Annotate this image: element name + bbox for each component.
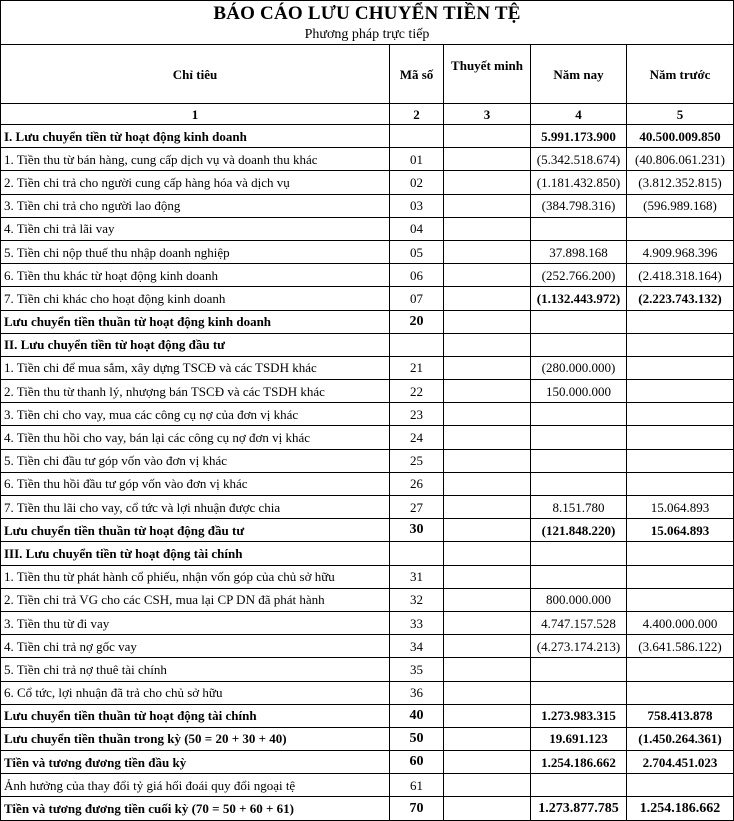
- row-label: 1. Tiền thu từ phát hành cổ phiếu, nhận vốn góp của chủ sở hữu: [1, 565, 390, 588]
- row-note: [444, 171, 531, 194]
- row-current-value: 5.991.173.900: [531, 125, 627, 148]
- row-previous-value: [627, 217, 734, 240]
- table-row: [1, 472, 734, 495]
- header-row: [1, 45, 734, 104]
- row-previous-value: [627, 565, 734, 588]
- row-current-value: (1.181.432.850): [531, 171, 627, 194]
- row-note: [444, 635, 531, 658]
- table-row: [1, 125, 734, 148]
- row-current-value: 8.151.780: [531, 496, 627, 519]
- table-row: [1, 774, 734, 797]
- row-current-value: [531, 542, 627, 565]
- row-code: 61: [390, 774, 444, 797]
- row-current-value: 19.691.123: [531, 727, 627, 750]
- row-note: [444, 240, 531, 263]
- row-label: 1. Tiền chi để mua sắm, xây dựng TSCĐ và các TSDH khác: [1, 356, 390, 379]
- row-note: [444, 588, 531, 611]
- column-number: 3: [444, 104, 531, 125]
- row-previous-value: [627, 588, 734, 611]
- row-code: 50: [390, 727, 444, 750]
- column-number: 5: [627, 104, 734, 125]
- row-label: 2. Tiền thu từ thanh lý, nhượng bán TSCĐ và các TSDH khác: [1, 380, 390, 403]
- row-note: [444, 751, 531, 774]
- row-note: [444, 681, 531, 704]
- row-code: 26: [390, 472, 444, 495]
- table-row: [1, 403, 734, 426]
- row-label: Lưu chuyển tiền thuần từ hoạt động kinh doanh: [1, 310, 390, 333]
- table-row: [1, 194, 734, 217]
- row-note: [444, 380, 531, 403]
- row-code: 33: [390, 611, 444, 634]
- row-previous-value: [627, 356, 734, 379]
- table-row: [1, 264, 734, 287]
- row-previous-value: [627, 681, 734, 704]
- table-row: [1, 496, 734, 519]
- row-label: 7. Tiền thu lãi cho vay, cổ tức và lợi nhuận được chia: [1, 496, 390, 519]
- row-label: 5. Tiền chi đầu tư góp vốn vào đơn vị khác: [1, 449, 390, 472]
- row-previous-value: 758.413.878: [627, 704, 734, 727]
- row-note: [444, 797, 531, 820]
- row-previous-value: (2.418.318.164): [627, 264, 734, 287]
- row-note: [444, 403, 531, 426]
- row-code: 04: [390, 217, 444, 240]
- row-label: Tiền và tương đương tiền đầu kỳ: [1, 751, 390, 774]
- row-code: 34: [390, 635, 444, 658]
- row-current-value: [531, 426, 627, 449]
- row-note: [444, 611, 531, 634]
- row-current-value: 37.898.168: [531, 240, 627, 263]
- row-code: 70: [390, 797, 444, 820]
- table-row: [1, 426, 734, 449]
- row-current-value: [531, 403, 627, 426]
- table-row: [1, 287, 734, 310]
- row-previous-value: [627, 542, 734, 565]
- row-previous-value: [627, 333, 734, 356]
- row-previous-value: 15.064.893: [627, 519, 734, 542]
- row-label: Lưu chuyển tiền thuần từ hoạt động tài chính: [1, 704, 390, 727]
- row-previous-value: (40.806.061.231): [627, 148, 734, 171]
- table-row: [1, 635, 734, 658]
- row-current-value: (121.848.220): [531, 519, 627, 542]
- header-indicator: Chỉ tiêu: [1, 45, 390, 104]
- row-label: 3. Tiền thu từ đi vay: [1, 611, 390, 634]
- row-note: [444, 148, 531, 171]
- table-row: [1, 727, 734, 750]
- row-note: [444, 704, 531, 727]
- row-current-value: [531, 310, 627, 333]
- row-note: [444, 774, 531, 797]
- row-code: 22: [390, 380, 444, 403]
- row-code: 30: [390, 519, 444, 542]
- row-label: 4. Tiền chi trả nợ gốc vay: [1, 635, 390, 658]
- row-code: [390, 542, 444, 565]
- row-label: 4. Tiền chi trả lãi vay: [1, 217, 390, 240]
- row-code: 05: [390, 240, 444, 263]
- row-current-value: 4.747.157.528: [531, 611, 627, 634]
- row-code: 06: [390, 264, 444, 287]
- row-code: 07: [390, 287, 444, 310]
- row-label: 4. Tiền thu hồi cho vay, bán lại các công cụ nợ đơn vị khác: [1, 426, 390, 449]
- row-label: 6. Cổ tức, lợi nhuận đã trả cho chủ sở hữu: [1, 681, 390, 704]
- row-label: III. Lưu chuyển tiền từ hoạt động tài chính: [1, 542, 390, 565]
- row-label: Ảnh hưởng của thay đổi tỷ giá hối đoái quy đổi ngoại tệ: [1, 774, 390, 797]
- table-row: [1, 611, 734, 634]
- row-label: Lưu chuyển tiền thuần trong kỳ (50 = 20 + 30 + 40): [1, 727, 390, 750]
- row-previous-value: 1.254.186.662: [627, 797, 734, 820]
- table-row: [1, 148, 734, 171]
- row-current-value: (1.132.443.972): [531, 287, 627, 310]
- row-current-value: 150.000.000: [531, 380, 627, 403]
- column-number: 1: [1, 104, 390, 125]
- row-previous-value: [627, 403, 734, 426]
- header-note: Thuyết minh: [444, 45, 531, 104]
- row-previous-value: 4.909.968.396: [627, 240, 734, 263]
- header-previous-year: Năm trước: [627, 45, 734, 104]
- column-number-row: [1, 104, 734, 125]
- row-previous-value: [627, 310, 734, 333]
- row-label: Lưu chuyển tiền thuần từ hoạt động đầu tư: [1, 519, 390, 542]
- row-previous-value: [627, 774, 734, 797]
- row-label: 3. Tiền chi cho vay, mua các công cụ nợ của đơn vị khác: [1, 403, 390, 426]
- row-label: 2. Tiền chi trả cho người cung cấp hàng hóa và dịch vụ: [1, 171, 390, 194]
- table-row: [1, 240, 734, 263]
- row-current-value: (280.000.000): [531, 356, 627, 379]
- row-current-value: 800.000.000: [531, 588, 627, 611]
- table-row: [1, 356, 734, 379]
- row-note: [444, 333, 531, 356]
- row-note: [444, 310, 531, 333]
- row-code: 35: [390, 658, 444, 681]
- row-current-value: (384.798.316): [531, 194, 627, 217]
- row-code: 32: [390, 588, 444, 611]
- table-row: [1, 751, 734, 774]
- table-row: [1, 217, 734, 240]
- row-label: II. Lưu chuyển tiền từ hoạt động đầu tư: [1, 333, 390, 356]
- row-current-value: [531, 472, 627, 495]
- row-label: 3. Tiền chi trả cho người lao động: [1, 194, 390, 217]
- row-note: [444, 565, 531, 588]
- row-previous-value: 15.064.893: [627, 496, 734, 519]
- row-current-value: [531, 658, 627, 681]
- header-code: Mã số: [390, 45, 444, 104]
- row-previous-value: (596.989.168): [627, 194, 734, 217]
- table-row: [1, 681, 734, 704]
- row-code: 02: [390, 171, 444, 194]
- row-current-value: [531, 565, 627, 588]
- table-row: [1, 310, 734, 333]
- row-label: 2. Tiền chi trả VG cho các CSH, mua lại CP DN đã phát hành: [1, 588, 390, 611]
- table-row: [1, 704, 734, 727]
- row-label: 6. Tiền thu khác từ hoạt động kinh doanh: [1, 264, 390, 287]
- row-current-value: [531, 449, 627, 472]
- row-current-value: 1.254.186.662: [531, 751, 627, 774]
- row-note: [444, 472, 531, 495]
- row-previous-value: [627, 380, 734, 403]
- row-current-value: 1.273.877.785: [531, 797, 627, 820]
- header-current-year: Năm nay: [531, 45, 627, 104]
- row-note: [444, 727, 531, 750]
- row-code: 25: [390, 449, 444, 472]
- row-code: 27: [390, 496, 444, 519]
- row-note: [444, 194, 531, 217]
- row-code: 40: [390, 704, 444, 727]
- row-previous-value: [627, 449, 734, 472]
- row-code: 20: [390, 310, 444, 333]
- report-subtitle: Phương pháp trực tiếp: [1, 26, 734, 45]
- row-current-value: [531, 217, 627, 240]
- row-code: [390, 333, 444, 356]
- row-code: 36: [390, 681, 444, 704]
- row-previous-value: 2.704.451.023: [627, 751, 734, 774]
- row-note: [444, 542, 531, 565]
- row-previous-value: [627, 658, 734, 681]
- row-label: I. Lưu chuyển tiền từ hoạt động kinh doanh: [1, 125, 390, 148]
- row-code: 23: [390, 403, 444, 426]
- row-previous-value: (1.450.264.361): [627, 727, 734, 750]
- row-label: 5. Tiền chi trả nợ thuê tài chính: [1, 658, 390, 681]
- row-label: 5. Tiền chi nộp thuế thu nhập doanh nghiệp: [1, 240, 390, 263]
- row-code: 01: [390, 148, 444, 171]
- table-row: [1, 542, 734, 565]
- row-current-value: [531, 681, 627, 704]
- row-note: [444, 125, 531, 148]
- table-row: [1, 449, 734, 472]
- row-label: 1. Tiền thu từ bán hàng, cung cấp dịch vụ và doanh thu khác: [1, 148, 390, 171]
- row-label: 7. Tiền chi khác cho hoạt động kinh doanh: [1, 287, 390, 310]
- row-current-value: 1.273.983.315: [531, 704, 627, 727]
- row-note: [444, 449, 531, 472]
- row-code: 03: [390, 194, 444, 217]
- row-previous-value: (2.223.743.132): [627, 287, 734, 310]
- row-note: [444, 496, 531, 519]
- row-previous-value: (3.812.352.815): [627, 171, 734, 194]
- row-previous-value: (3.641.586.122): [627, 635, 734, 658]
- row-current-value: [531, 333, 627, 356]
- row-note: [444, 264, 531, 287]
- row-note: [444, 519, 531, 542]
- row-previous-value: [627, 472, 734, 495]
- table-row: [1, 380, 734, 403]
- table-row: [1, 333, 734, 356]
- row-note: [444, 356, 531, 379]
- report-title: BÁO CÁO LƯU CHUYỂN TIỀN TỆ: [1, 1, 734, 27]
- table-row: [1, 171, 734, 194]
- row-note: [444, 217, 531, 240]
- table-row: [1, 797, 734, 820]
- table-row: [1, 588, 734, 611]
- table-row: [1, 658, 734, 681]
- row-code: [390, 125, 444, 148]
- row-current-value: (5.342.518.674): [531, 148, 627, 171]
- table-row: [1, 519, 734, 542]
- row-note: [444, 426, 531, 449]
- row-code: 31: [390, 565, 444, 588]
- row-current-value: [531, 774, 627, 797]
- row-label: Tiền và tương đương tiền cuối kỳ (70 = 50 + 60 + 61): [1, 797, 390, 820]
- row-previous-value: [627, 426, 734, 449]
- row-current-value: (4.273.174.213): [531, 635, 627, 658]
- row-code: 24: [390, 426, 444, 449]
- row-previous-value: 40.500.009.850: [627, 125, 734, 148]
- column-number: 2: [390, 104, 444, 125]
- row-previous-value: 4.400.000.000: [627, 611, 734, 634]
- row-note: [444, 658, 531, 681]
- row-current-value: (252.766.200): [531, 264, 627, 287]
- row-label: 6. Tiền thu hồi đầu tư góp vốn vào đơn vị khác: [1, 472, 390, 495]
- row-code: 60: [390, 751, 444, 774]
- column-number: 4: [531, 104, 627, 125]
- table-row: [1, 565, 734, 588]
- row-code: 21: [390, 356, 444, 379]
- row-note: [444, 287, 531, 310]
